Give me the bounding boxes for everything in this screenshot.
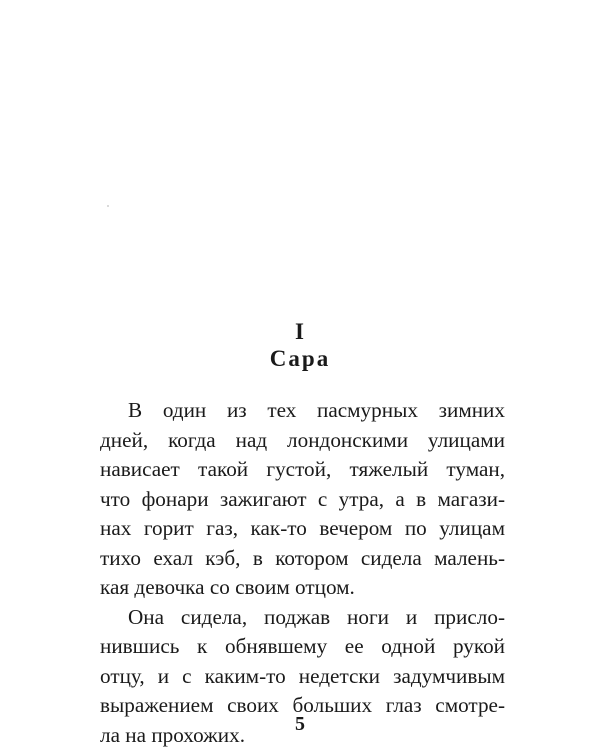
text-line: Она сидела, поджав ноги и присло- xyxy=(128,604,505,629)
text-line: выражением своих больших глаз смотре- xyxy=(100,693,505,717)
text-line: нах горит газ, как-то вечером по улицам xyxy=(100,516,505,540)
chapter-text xyxy=(100,396,505,750)
text-line: дней, когда над лондонскими улицами xyxy=(100,427,505,452)
chapter-number: I xyxy=(295,319,305,344)
text-line: нившись к обнявшему ее одной рукой xyxy=(100,634,505,658)
text-line: что фонари зажигают с утра, а в магази- xyxy=(100,486,505,511)
text-line: отцу, и с каким-то недетски задумчивым xyxy=(100,663,505,688)
text-line: нависает такой густой, тяжелый туман, xyxy=(100,457,505,481)
text-line: тихо ехал кэб, в котором сидела малень- xyxy=(100,545,505,570)
paragraph-1 xyxy=(100,396,505,603)
page-number: 5 xyxy=(295,713,305,735)
text-line: ла на прохожих. xyxy=(100,722,246,747)
text-line: В один из тех пасмурных зимних xyxy=(128,398,505,422)
chapter-title: Сара xyxy=(269,346,331,371)
paper-speck xyxy=(107,205,109,207)
text-line: кая девочка со своим отцом. xyxy=(100,575,355,599)
